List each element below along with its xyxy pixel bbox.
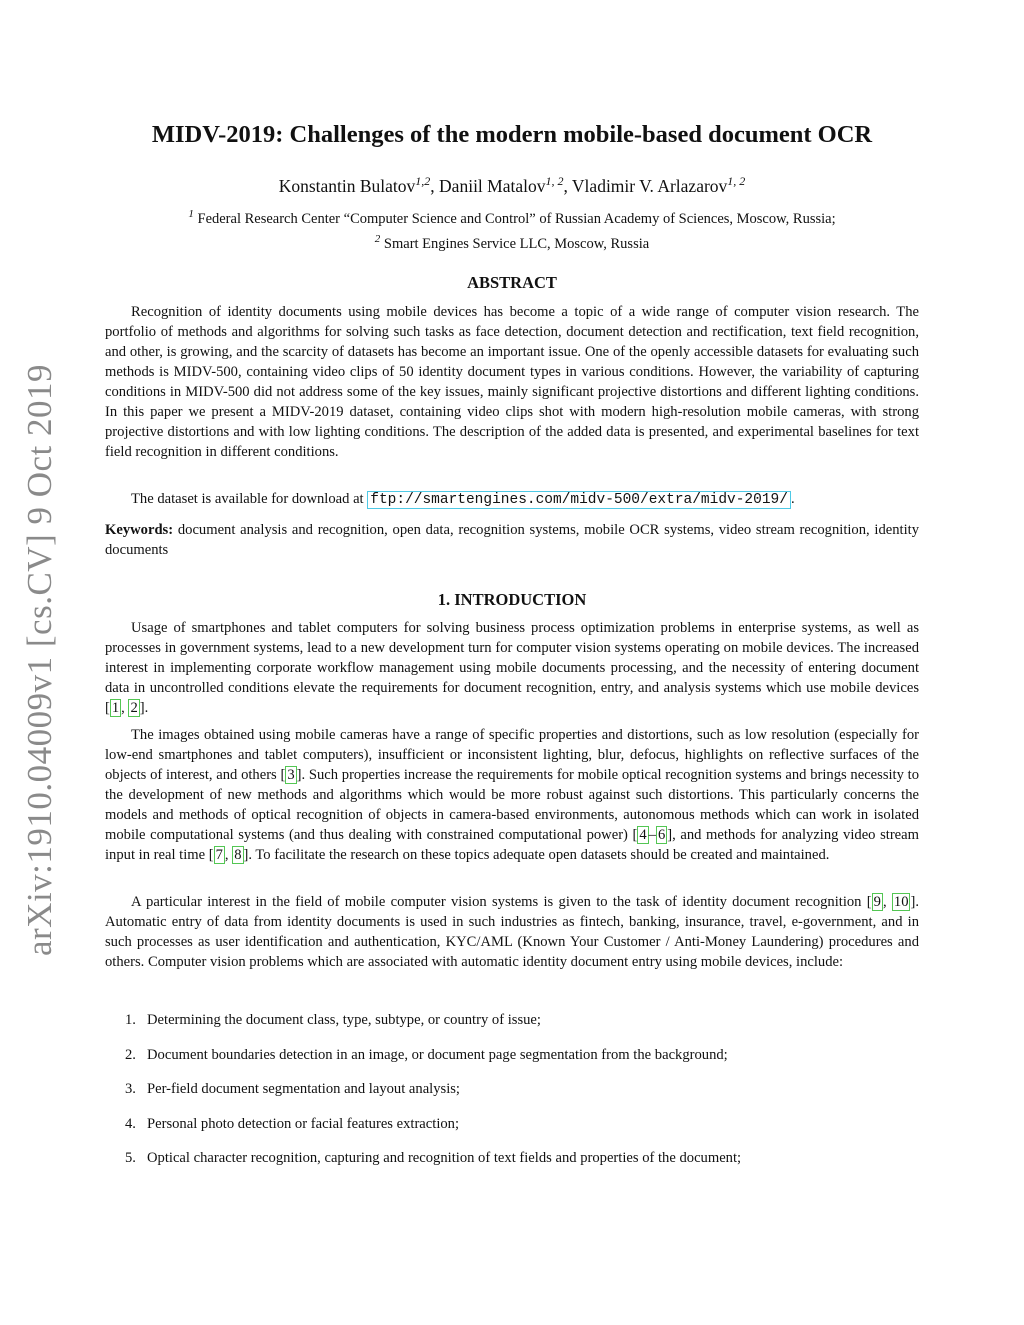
affiliation-2 [105,229,919,254]
list-item [105,1045,919,1080]
intro-paragraph-2 [105,725,919,865]
affiliations [105,204,919,254]
citation-link[interactable]: 10 [893,894,909,910]
author-affil-sup: 1, 2 [545,174,564,188]
list-number: 4. [125,1115,136,1132]
keywords-text: document analysis and recognition, open data, recognition systems, mobile OCR systems, video stream recognition, identity documents [105,522,919,558]
download-suffix: . [790,491,795,507]
affiliation-text: Smart Engines Service LLC, Moscow, Russia [383,235,650,252]
list-number: 2. [125,1046,136,1063]
citation-link[interactable]: 9 [873,894,881,910]
intro-paragraph-1 [105,618,919,718]
keywords [105,520,919,560]
author-affil-sup: 1, 2 [727,174,746,188]
affiliation-sup: 1 [188,208,194,220]
arxiv-stamp: arXiv:1910.04009v1 [cs.CV] 9 Oct 2019 [20,363,59,957]
download-prefix: The dataset is available for download at [131,491,368,507]
citation-sep: , [121,700,129,716]
keywords-label: Keywords: [105,522,174,538]
list-text: Determining the document class, type, subtype, or country of issue; [147,1012,541,1028]
list-item [105,1079,919,1114]
author-sep: , [563,175,572,196]
citation-link[interactable]: 1 [111,700,120,716]
paper-title: MIDV-2019: Challenges of the modern mobile-based document OCR [151,121,873,148]
abstract-body: Recognition of identity documents using mobile devices has become a topic of a wide range of computer vision research. The portfolio of methods and algorithms for solving such tasks as face detection, document detection and rectification, text field recognition, and other, is growing, and the scarcity of datasets has become an important issue. One of the openly accessible datasets for evaluating such methods is MIDV-500, containing video clips of 50 identity document types in various conditions. However, the variability of capturing conditions in MIDV-500 did not address some of the key issues, mainly significant projective distortions and different lighting conditions. In this paper we present a MIDV-2019 dataset, containing video clips shot with modern high-resolution mobile cameras, with strong projective distortions and with low lighting conditions. The description of the added data is presented, and experimental baselines for text field recognition in different conditions. [105,304,919,460]
list-item [105,1114,919,1149]
affiliation-sup: 2 [374,232,381,245]
list-number: 5. [125,1150,136,1166]
intro-p3-text: ]. Automatic entry of data from identity documents is used in such industries as fintech, banking, insurance, travel, e-government, and in such processes as user identification and authentication, KYC/AML (Known Your Customer / Anti-Money Laundering) procedures and others. Computer vision problems which are associated with automatic identity document entry using mobile devices, include: [105,894,919,970]
author-name: Konstantin Bulatov [278,175,416,196]
list-number: 1. [125,1012,136,1028]
citation-link[interactable]: 7 [215,847,223,863]
dataset-download-link[interactable]: ftp://smartengines.com/midv-500/extra/midv-2019/ [367,491,791,509]
affiliation-1 [105,204,919,229]
intro-p2-text: The images obtained using mobile cameras have a range of specific properties and distortions, such as low resolution (especially for low-end smartphones and tablet computers), insufficient or inconsistent lighting, blur, defocus, highlights on reflective surfaces of the objects of interest, and others [ [105,727,919,783]
affiliation-text: Federal Research Center “Computer Science and Control” of Russian Academy of Sciences, Moscow, Russia; [197,210,836,227]
intro-paragraph-3 [105,892,919,972]
list-text: Optical character recognition, capturing and recognition of text fields and properties of the document; [147,1150,742,1166]
citation-link[interactable]: 3 [287,767,295,783]
author-name: Vladimir V. Arlazarov [571,175,728,196]
list-text: Document boundaries detection in an image, or document page segmentation from the background; [147,1046,728,1063]
list-text: Personal photo detection or facial features extraction; [147,1115,460,1132]
intro-p3-text: A particular interest in the field of mobile computer vision systems is given to the task of identity document recognition [ [131,894,872,910]
dataset-download-line [105,489,919,510]
intro-p2-text: ], and methods for analyzing video stream input in real time [ [105,827,919,863]
citation-sep: , [224,847,233,863]
introduction-heading: 1. INTRODUCTION [437,590,587,609]
cv-problems-list [105,1010,919,1183]
abstract-heading: ABSTRACT [467,273,557,292]
list-item [105,1010,919,1045]
citation-link[interactable]: 2 [130,700,138,716]
citation-sep: , [882,894,892,910]
author-name: Daniil Matalov [439,175,546,196]
intro-p2-text: ]. Such properties increase the requirements for mobile optical recognition systems and brings necessity to the development of new methods and algorithms which would be more robust against such distortions. This particularly concerns the models and methods of optical recognition of objects in camera-based environments, autonomous methods which can work in isolated mobile computational systems (and thus dealing with constrained computational power) [ [105,767,919,843]
intro-p1-text: Usage of smartphones and tablet computers for solving business process optimization problems in enterprise systems, as well as processes in government systems, lead to a new development turn for computer vision systems operating on mobile devices. The increased interest in implementing corporate workflow management using mobile documents processing, and the necessity of entering document data in uncontrolled conditions elevate the requirements for document recognition, entry, and analysis systems which use mobile devices [ [105,620,919,716]
list-number: 3. [125,1081,136,1097]
list-item [105,1148,919,1183]
list-text: Per-field document segmentation and layout analysis; [147,1081,460,1097]
citation-link[interactable]: 4 [639,827,647,843]
author-list [105,174,919,197]
citation-link[interactable]: 8 [234,847,242,863]
author-affil-sup: 1,2 [415,174,431,188]
intro-p1-end: ]. [139,700,149,716]
author-sep: , [430,175,440,196]
citation-dash: – [648,827,656,843]
citation-link[interactable]: 6 [657,827,666,843]
intro-p2-text: ]. To facilitate the research on these topics adequate open datasets should be created and maintained. [243,847,830,863]
